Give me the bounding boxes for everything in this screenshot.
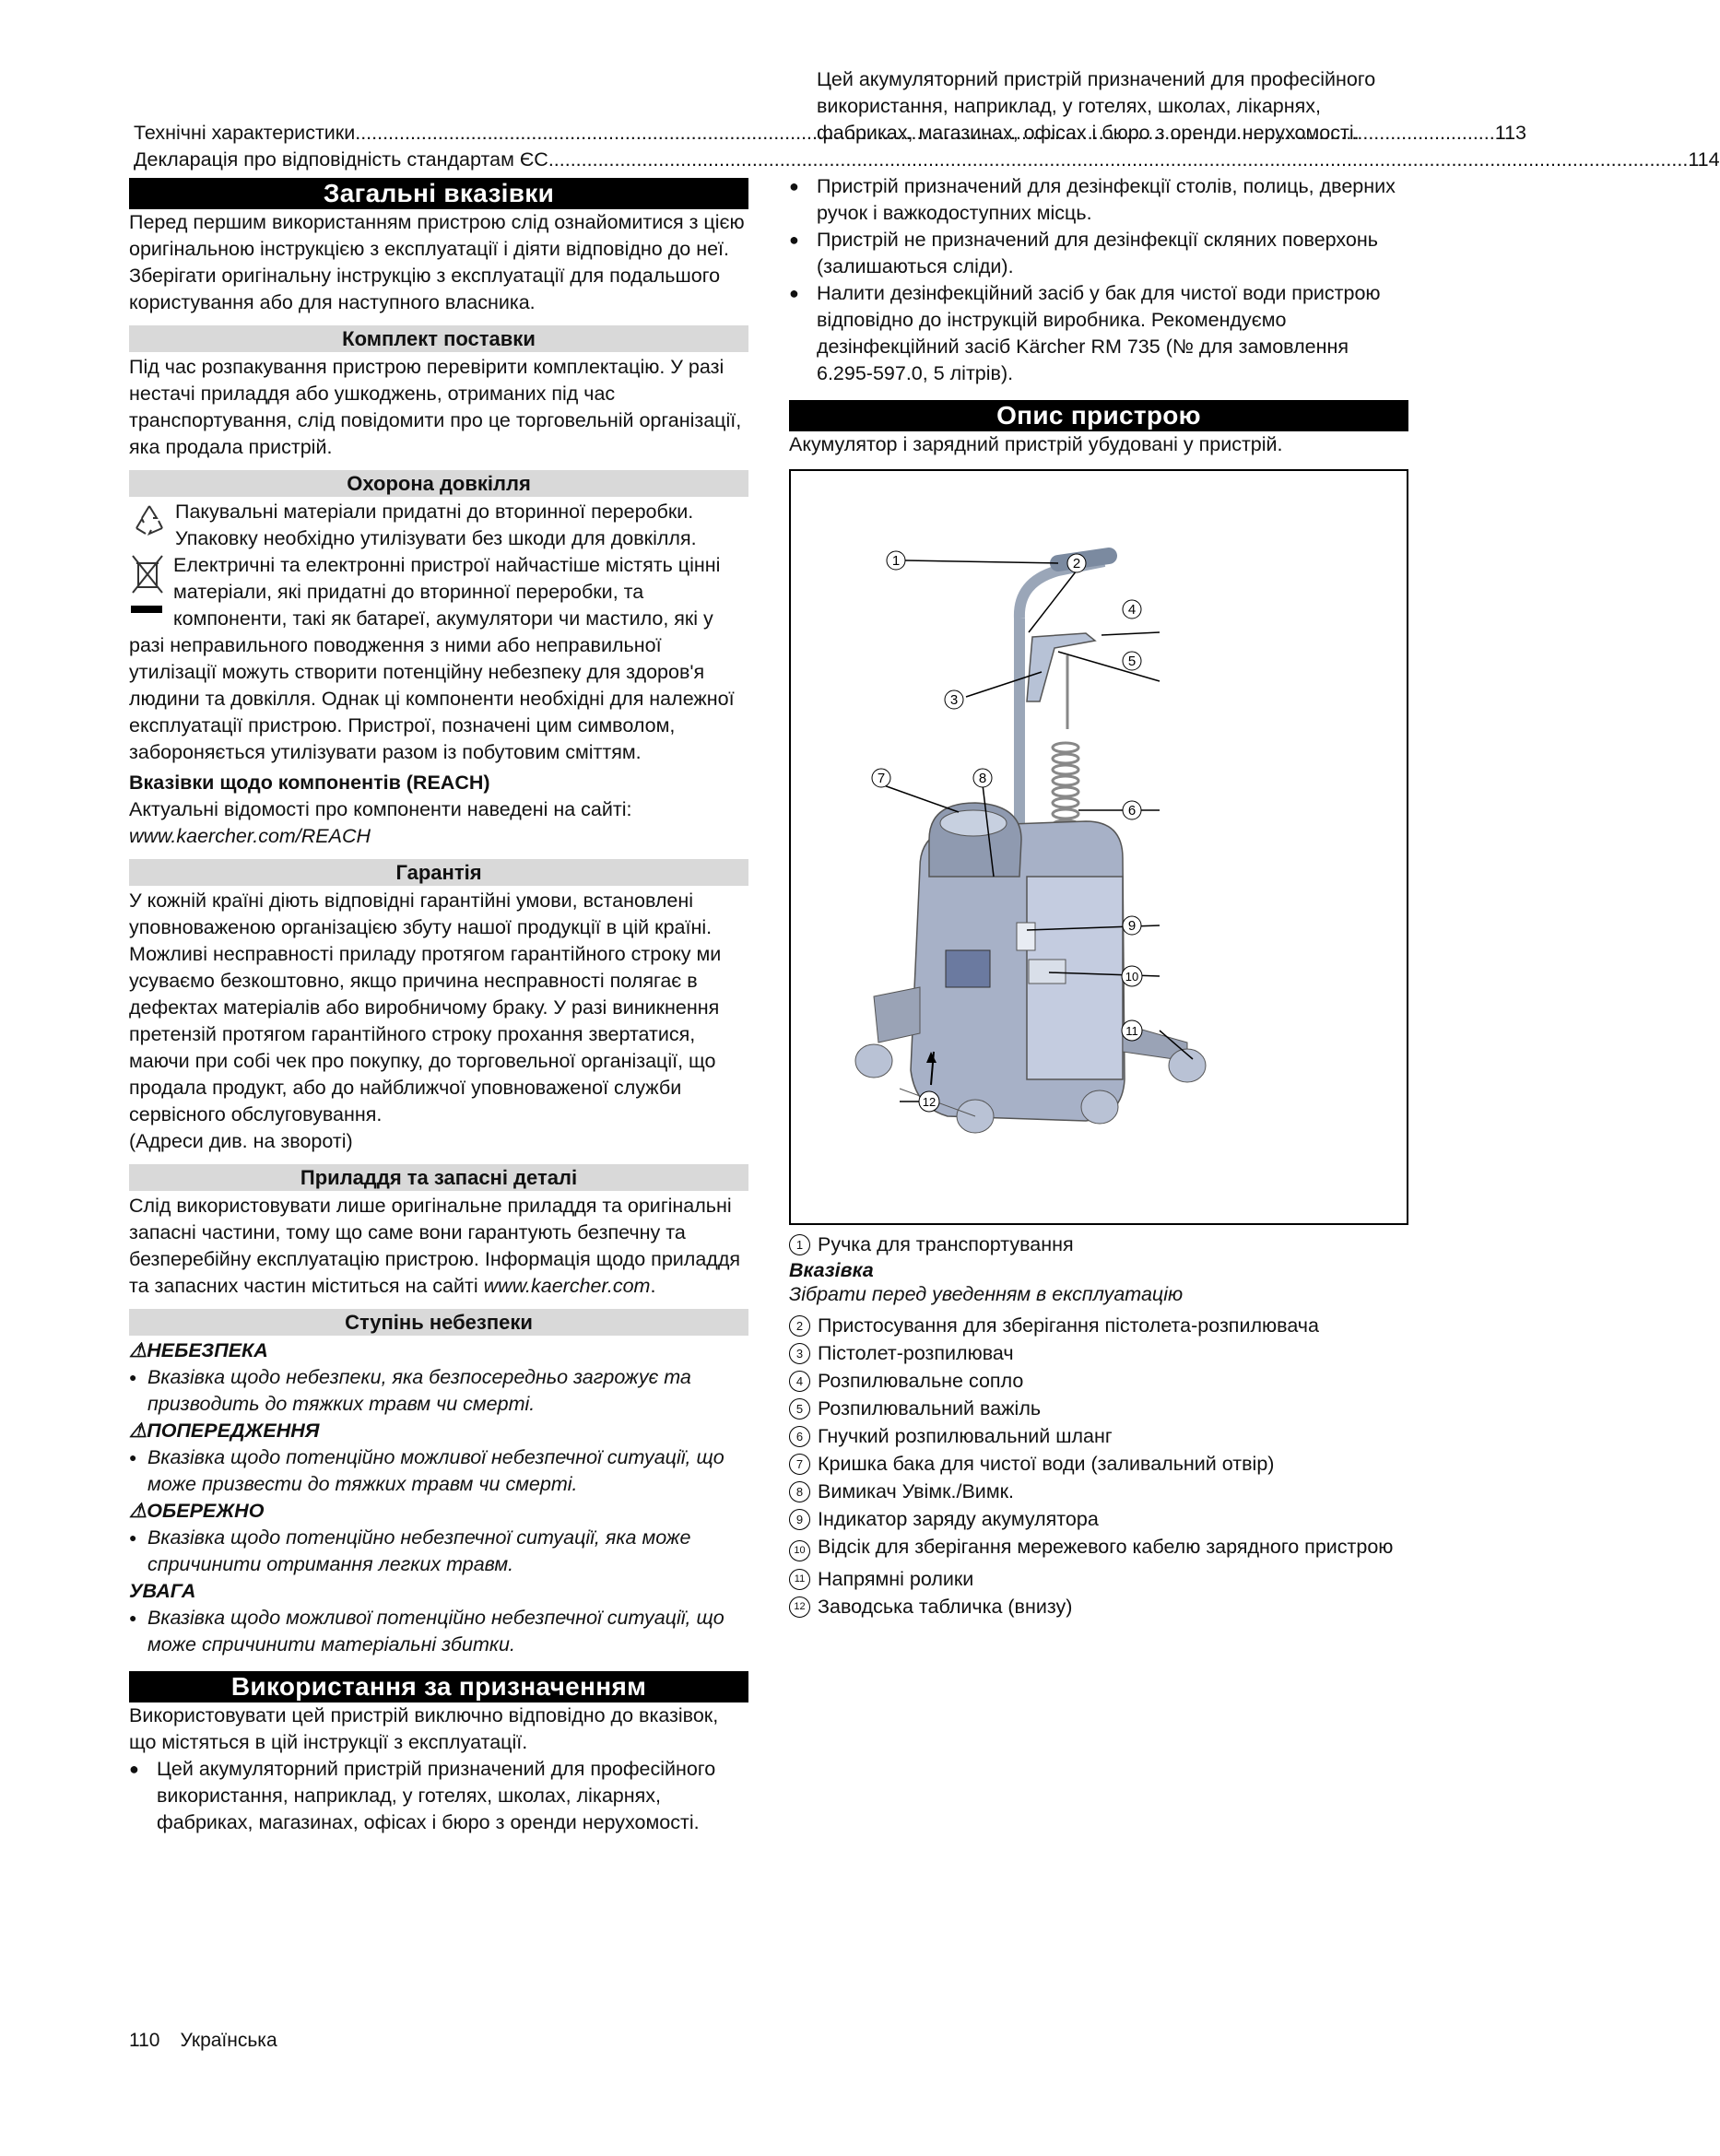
hazard-text: ● Вказівка щодо можливої потенційно небезпечної ситуації, що може спричинити матеріальні збитки. [129, 1605, 748, 1658]
page-number: 110 [129, 2030, 160, 2051]
device-figure [789, 469, 1408, 1225]
warranty-heading: Гарантія [129, 859, 748, 886]
svg-text:2: 2 [1072, 556, 1081, 571]
intended-use-text: Використовувати цей пристрій виключно відповідно до вказівок, що містяться в цій інструкції з експлуатації. [129, 1704, 719, 1753]
callout-8 [973, 769, 992, 787]
svg-text:8: 8 [978, 771, 987, 786]
legend-item: 1 Ручка для транспортування [789, 1231, 1408, 1258]
callout-6 [1123, 801, 1141, 819]
recycle-note: Пакувальні матеріали придатні до вторинної переробки. Упаковку необхідно утилізувати без шкоди для довкілля. [129, 499, 748, 552]
hazard-text: ● Вказівка щодо небезпеки, яка безпосередньо загрожує та призводить до тяжких травм чи смерті. [129, 1364, 748, 1418]
warranty-text: У кожній країні діють відповідні гарантійні умови, встановлені уповноваженою організацією збуту нашої продукції в цій країні. Можливі несправності приладу протягом гарантійного строку ми усуваємо безкоштовно, якщо причина несправності полягає в дефектах матеріалів або виробничому браку. У разі виникнення претензій протягом гарантійного строку прохання звертатися, маючи при собі чек про покупку, до торговельної організації, що продала продукт, або до найближчої уповноваженої служби сервісного обслуговування. [129, 889, 722, 1125]
note-text: Зібрати перед уведенням в експлуатацію [789, 1283, 1184, 1305]
legend [789, 1231, 1408, 1620]
note-label: Вказівка [789, 1259, 874, 1281]
device-illustration [791, 471, 1407, 1223]
svg-text:7: 7 [877, 771, 886, 786]
general-heading: Загальні вказівки [129, 178, 748, 209]
warranty-note: (Адреси див. на звороті) [129, 1130, 353, 1152]
device-text: Акумулятор і зарядний пристрій убудовані у пристрій. [789, 433, 1283, 455]
delivery-text: Під час розпакування пристрою перевірити комплектацію. У разі нестачі приладдя або ушкоджень, отриманих під час транспортування, слід повідомити про це торговельній організації, яка продала пристрій. [129, 356, 742, 458]
callout-7 [872, 769, 890, 787]
accessories-heading: Приладдя та запасні деталі [129, 1164, 748, 1191]
reach-text: Актуальні відомості про компоненти наведені на сайті: [129, 798, 632, 820]
legend-item: 10 Відсік для зберігання мережевого кабелю зарядного пристрою [789, 1537, 1408, 1561]
weee-bin-icon [129, 552, 173, 630]
hazard-label: УВАГА [129, 1580, 196, 1602]
callout-3 [945, 690, 963, 709]
intended-use-bullet: ● Пристрій не призначений для дезінфекції скляних поверхонь (залишаються сліди). [789, 227, 1408, 280]
toc-entry[interactable]: Декларація про відповідність стандартам ЄС ..... 114 [129, 147, 748, 173]
legend-item: 8 Вимикач Увімк./Вимк. [789, 1478, 1408, 1505]
hazard-text: ● Вказівка щодо потенційно можливої небезпечної ситуації, що може призвести до тяжких травм чи смерті. [129, 1444, 748, 1498]
reach-link[interactable]: www.kaercher.com/REACH [129, 825, 371, 847]
svg-text:11: 11 [1125, 1024, 1138, 1038]
hazard-text: ● Вказівка щодо потенційно небезпечної ситуації, яка може спричинити отримання легких травм. [129, 1525, 748, 1578]
recycle-icon [129, 501, 170, 548]
legend-item: 5 Розпилювальний важіль [789, 1395, 1408, 1422]
callout-1 [887, 551, 905, 570]
accessories-text: Слід використовувати лише оригінальне приладдя та оригінальні запасні частини, тому що саме вони гарантують безпечну та безперебійну експлуатацію пристрою. Інформація щодо приладдя та запасних частин міститься на сайті www.kaercher.com. [129, 1195, 741, 1297]
svg-text:1: 1 [891, 553, 901, 569]
callout-11 [1122, 1020, 1142, 1041]
legend-item: 6 Гнучкий розпилювальний шланг [789, 1422, 1408, 1450]
page-footer [129, 2027, 298, 2054]
intended-use-bullet: ● Пристрій призначений для дезінфекції столів, полиць, дверних ручок і важкодоступних місць. [789, 173, 1408, 227]
delivery-heading: Комплект поставки [129, 325, 748, 352]
callout-9 [1123, 916, 1141, 935]
legend-item: 12 Заводська табличка (внизу) [789, 1593, 1408, 1620]
callout-10 [1122, 966, 1142, 986]
svg-text:5: 5 [1127, 654, 1137, 669]
svg-text:6: 6 [1127, 803, 1137, 819]
intended-use-bullet-continued: Цей акумуляторний пристрій призначений для професійного використання, наприклад, у готелях, школах, лікарнях, фабриках, магазинах, офісах і бюро з оренди нерухомості. [817, 68, 1376, 144]
toc-entry[interactable]: Технічні характеристики ..... 113 [129, 120, 748, 147]
callout-12 [919, 1091, 939, 1112]
svg-text:12: 12 [922, 1095, 937, 1109]
reach-heading: Вказівки щодо компонентів (REACH) [129, 772, 490, 794]
hazard-label: ⚠НЕБЕЗПЕКА [129, 1339, 268, 1361]
legend-item: 7 Кришка бака для чистої води (заливальний отвір) [789, 1450, 1408, 1478]
legend-item: 11 Напрямні ролики [789, 1565, 1408, 1593]
callout-4 [1123, 600, 1141, 619]
right-column [789, 68, 1408, 1620]
intended-use-bullet: ● Цей акумуляторний пристрій призначений для професійного використання, наприклад, у готелях, школах, лікарнях, фабриках, магазинах, офісах і бюро з оренди нерухомості. [129, 1756, 748, 1809]
weee-note: Електричні та електронні пристрої найчастіше містять цінні матеріали, які придатні до вторинної переробки, та компоненти, такі як батареї, акумулятори чи мастило, які у разі неправильного поводження з ними або неправильної утилізації можуть створити потенційну небезпеку для здоров'я людини та довкілля. Однак ці компоненти необхідні для належної експлуатації пристрою. Пристрої, позначені цим символом, забороняється утилізувати разом із побутовим сміттям. [129, 554, 735, 763]
svg-text:9: 9 [1127, 918, 1137, 934]
device-heading: Опис пристрою [789, 400, 1408, 431]
kaercher-link[interactable]: www.kaercher.com [483, 1275, 651, 1297]
footer-language: Українська [180, 2030, 277, 2051]
svg-text:10: 10 [1125, 970, 1139, 984]
legend-item: 4 Розпилювальне сопло [789, 1367, 1408, 1395]
hazard-heading: Ступінь небезпеки [129, 1309, 748, 1336]
intended-use-heading: Використання за призначенням [129, 1671, 748, 1702]
callout-5 [1123, 652, 1141, 670]
general-text: Перед першим використанням пристрою слід ознайомитися з цією оригінальною інструкцією з експлуатації і діяти відповідно до неї. Зберігати оригінальну інструкцію з експлуатації для подальшого користування або для наступного власника. [129, 211, 745, 313]
legend-item: 3 Пістолет-розпилювач [789, 1339, 1408, 1367]
environment-heading: Охорона довкілля [129, 470, 748, 497]
hazard-label: ⚠ПОПЕРЕДЖЕННЯ [129, 1420, 320, 1442]
hazard-label: ⚠ОБЕРЕЖНО [129, 1500, 265, 1522]
intended-use-bullet: ● Налити дезінфекційний засіб у бак для чистої води пристрою відповідно до інструкцій виробника. Рекомендуємо дезінфекційний засіб Kärcher RM 735 (№ для замовлення 6.295-597.0, 5 літрів). [789, 280, 1408, 387]
svg-text:3: 3 [949, 692, 959, 708]
legend-item: 9 Індикатор заряду акумулятора [789, 1505, 1408, 1533]
callout-2 [1067, 554, 1086, 572]
legend-item: 2 Пристосування для зберігання пістолета-розпилювача [789, 1312, 1408, 1339]
svg-text:4: 4 [1127, 602, 1137, 618]
